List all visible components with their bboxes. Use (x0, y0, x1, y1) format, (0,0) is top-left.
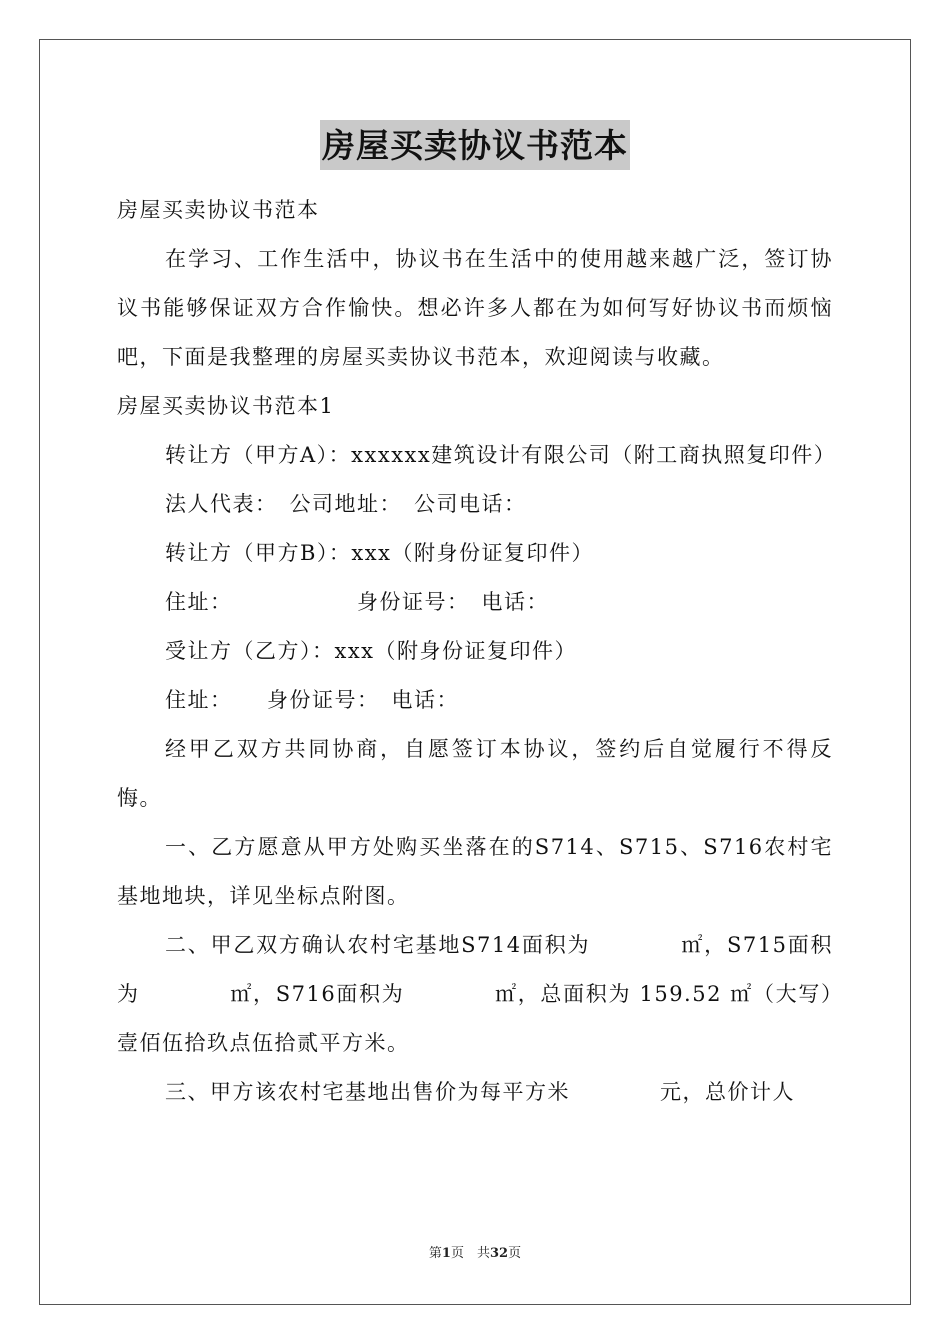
paragraph-9: 经甲乙双方共同协商，自愿签订本协议，签约后自觉履行不得反悔。 (117, 737, 833, 810)
paragraph-6: 住址： 身份证号： 电话： (165, 590, 549, 614)
footer-mid: 页 共 (450, 1246, 490, 1261)
paragraph-7: 受让方（乙方）：xxx（附身份证复印件） (165, 639, 578, 663)
footer-prefix: 第 (428, 1246, 442, 1261)
document-title: 房屋买卖协议书范本 (320, 120, 630, 170)
paragraph-2: 房屋买卖协议书范本1 (117, 394, 335, 418)
paragraph-3: 转让方（甲方A）：xxxxxx建筑设计有限公司（附工商执照复印件） (165, 443, 837, 467)
paragraph-4: 法人代表： 公司地址： 公司电话： (165, 492, 527, 516)
document-body (117, 120, 837, 1117)
paragraph-8: 住址： 身份证号： 电话： (165, 688, 459, 712)
title-wrap (117, 120, 833, 178)
paragraph-1: 在学习、工作生活中，协议书在生活中的使用越来越广泛，签订协议书能够保证双方合作愉快。想必许多人都在为如何写好协议书而烦恼吧，下面是我整理的房屋买卖协议书范本，欢迎阅读与收藏。 (117, 247, 833, 369)
paragraph-11: 二、甲乙双方确认农村宅基地S714面积为 ㎡，S715面积为 ㎡，S716面积为 ㎡，总面积为 159.52 ㎡（大写）壹佰伍拾玖点伍拾贰平方米。 (117, 933, 833, 1055)
footer-total-pages: 32 (489, 1246, 509, 1261)
paragraph-0: 房屋买卖协议书范本 (117, 198, 320, 222)
paragraph-12: 三、甲方该农村宅基地出售价为每平方米 元，总价计人 (165, 1080, 795, 1104)
page-footer (0, 1245, 950, 1263)
paragraph-10: 一、乙方愿意从甲方处购买坐落在的S714、S715、S716农村宅基地地块，详见坐标点附图。 (117, 835, 833, 908)
paragraph-5: 转让方（甲方B）：xxx（附身份证复印件） (165, 541, 594, 565)
footer-suffix: 页 (508, 1246, 522, 1261)
footer-page-number: 1 (441, 1246, 451, 1261)
